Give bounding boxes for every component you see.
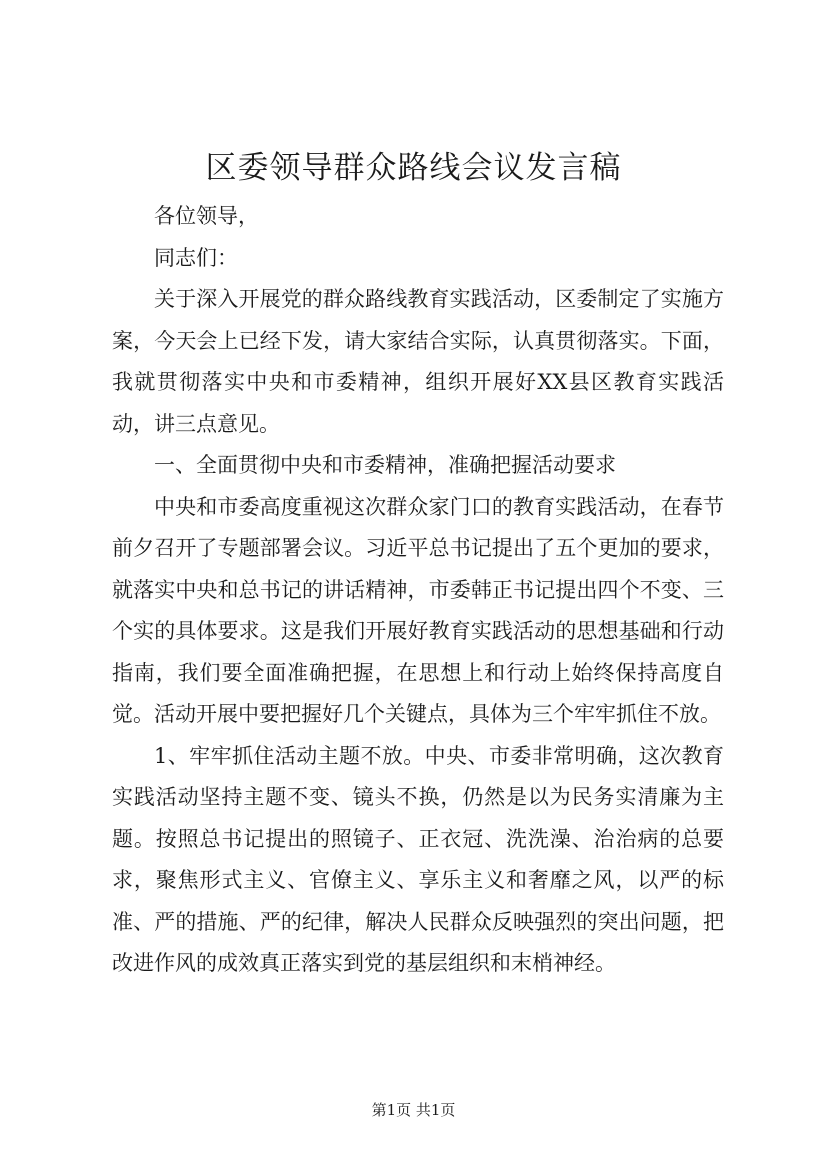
document-title: 区委领导群众路线会议发言稿 xyxy=(205,150,622,186)
page-footer xyxy=(0,1098,827,1122)
salutation-leaders: 各位领导， xyxy=(154,204,259,228)
page-number-label: 第1页 共1页 xyxy=(371,1101,456,1119)
section-heading-one: 一、全面贯彻中央和市委精神，准确把握活动要求 xyxy=(154,453,616,477)
section-one-paragraph: 中央和市委高度重视这次群众家门口的教育实践活动，在春节前夕召开了专题部署会议。习近平总书记提出了五个更加的要求，就落实中央和总书记的讲话精神，市委韩正书记提出四个不变、三个实的具体要求。这是我们开展好教育实践活动的思想基础和行动指南，我们要全面准确把握，在思想上和行动上始终保持高度自觉。活动开展中要把握好几个关键点，具体为三个牢牢抓住不放。 xyxy=(112,494,724,726)
point-one-paragraph: 1、牢牢抓住活动主题不放。中央、市委非常明确，这次教育实践活动坚持主题不变、镜头不换，仍然是以为民务实清廉为主题。按照总书记提出的照镜子、正衣冠、洗洗澡、治治病的总要求，聚焦形式主义、官僚主义、享乐主义和奢靡之风，以严的标准、严的措施、严的纪律，解决人民群众反映强烈的突出问题，把改进作风的成效真正落实到党的基层组织和末梢神经。 xyxy=(112,743,724,975)
salutation-comrades: 同志们： xyxy=(154,245,238,270)
document-body xyxy=(112,196,724,985)
intro-paragraph: 关于深入开展党的群众路线教育实践活动，区委制定了实施方案，今天会上已经下发，请大家结合实际，认真贯彻落实。下面，我就贯彻落实中央和市委精神，组织开展好XX县区教育实践活动，讲三点意见。 xyxy=(112,287,724,436)
